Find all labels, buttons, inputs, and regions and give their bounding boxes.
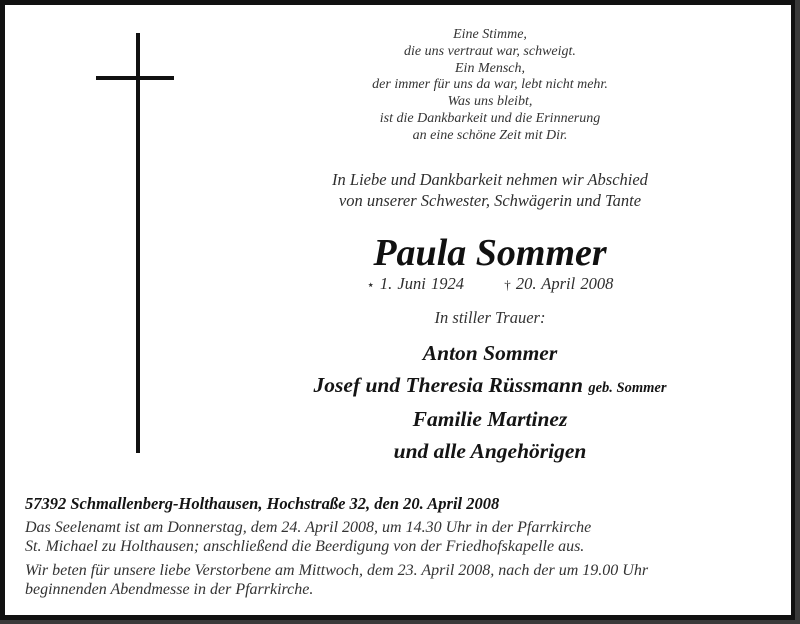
prayer-info [25,561,785,599]
deceased-name: Paula Sommer [373,232,607,274]
mourner [180,404,800,436]
mourner-name: Familie Martinez [412,407,568,431]
poem [180,27,800,145]
mourners-list [180,338,800,467]
footer [25,493,785,604]
prayer-line: beginnenden Abendmesse in der Pfarrkirche. [25,581,314,598]
cross-vertical-bar [136,33,140,453]
mourner-name: Anton Sommer [422,341,558,365]
life-dates [180,273,800,296]
poem-line: Was uns bleibt, [447,94,533,110]
death-dagger-icon: † [504,277,511,292]
mourner-name: Josef und Theresia Rüssmann [313,372,583,397]
poem-line: Ein Mensch, [455,60,525,76]
birth-star-icon: ⋆ [366,277,375,292]
poem-line: ist die Dankbarkeit und die Erinnerung [379,110,601,126]
mourner [180,436,800,468]
death-date: 20. April 2008 [515,274,614,293]
mourner [180,338,800,370]
poem-line: Eine Stimme, [453,27,527,42]
prayer-line: Wir beten für unsere liebe Verstorbene am Mittwoch, dem 23. April 2008, nach der um 19.00 Uhr [25,562,649,579]
requiem-info [25,518,785,556]
poem-line: an eine schöne Zeit mit Dir. [412,127,568,143]
mourner [180,370,800,405]
poem-line: der immer für uns da war, lebt nicht mehr. [372,77,608,93]
cross-horizontal-bar [96,76,174,80]
mourner-name: und alle Angehörigen [393,438,587,463]
mourning-label: In stiller Trauer: [434,308,546,327]
address-line: 57392 Schmallenberg-Holthausen, Hochstraße 32, den 20. April 2008 [25,494,500,513]
farewell-text [180,169,800,211]
mourner-note: geb. Sommer [588,379,667,396]
farewell-line: von unserer Schwester, Schwägerin und Tante [338,191,642,210]
birth-date: 1. Juni 1924 [379,274,464,293]
requiem-line: Das Seelenamt ist am Donnerstag, dem 24. April 2008, um 14.30 Uhr in der Pfarrkirche [25,519,592,536]
poem-line: die uns vertraut war, schweigt. [404,43,576,59]
requiem-line: St. Michael zu Holthausen; anschließend die Beerdigung von der Friedhofskapelle aus. [25,538,585,555]
farewell-line: In Liebe und Dankbarkeit nehmen wir Abschied [332,170,648,189]
